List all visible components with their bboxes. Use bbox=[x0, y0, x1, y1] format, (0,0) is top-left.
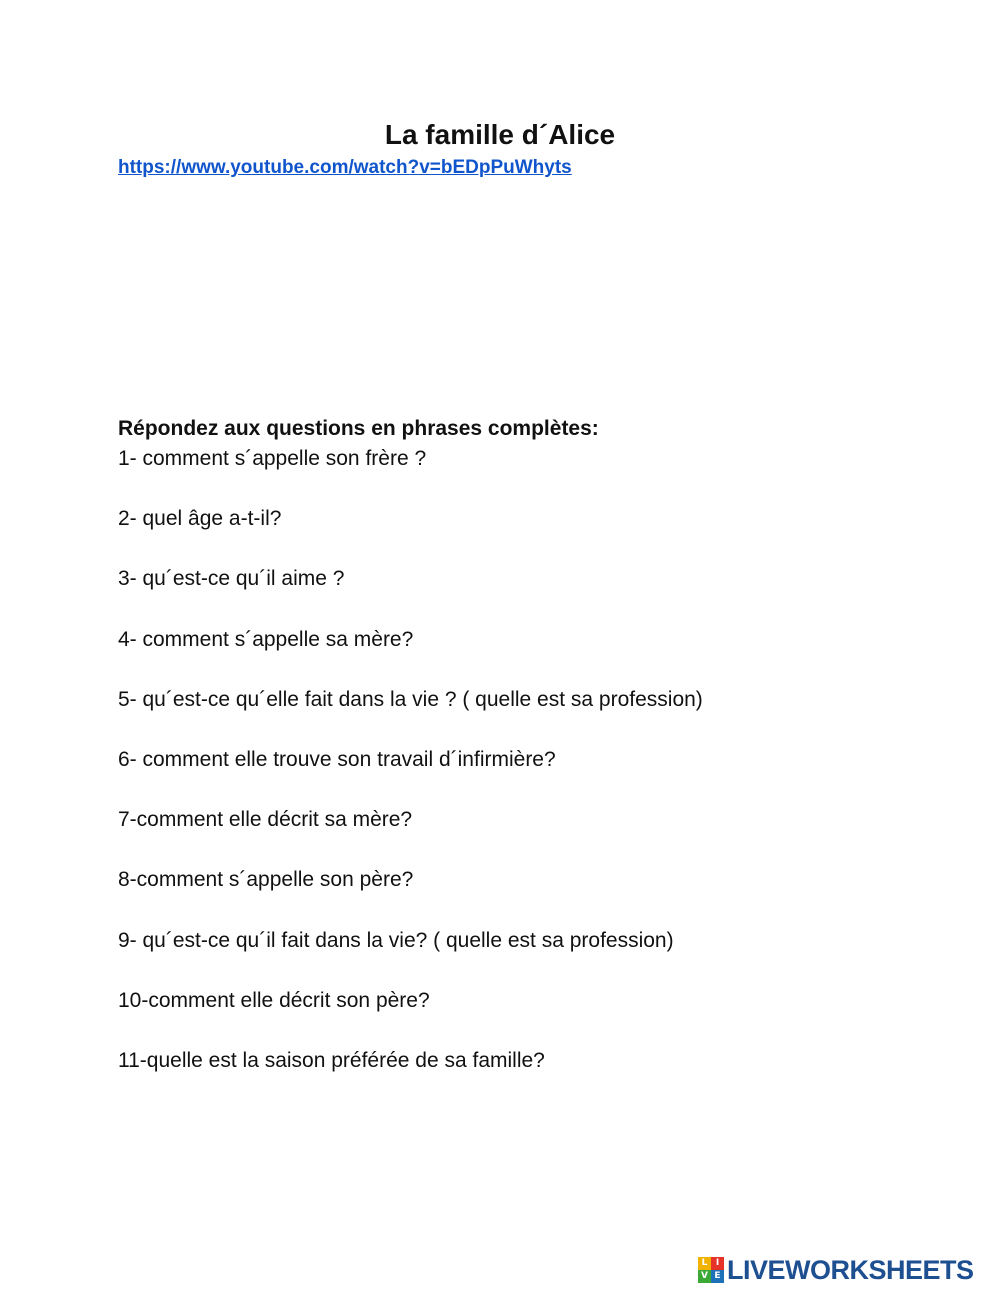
brand-name: LIVEWORKSHEETS bbox=[727, 1255, 974, 1285]
logo-letter-i: I bbox=[711, 1257, 724, 1270]
page-title: La famille d´Alice bbox=[384, 119, 616, 150]
logo-letter-v: V bbox=[698, 1270, 711, 1283]
question-3: 3- qu´est-ce qu´il aime ? bbox=[118, 567, 345, 591]
logo-letter-e: E bbox=[711, 1270, 724, 1283]
question-11: 11-quelle est la saison préférée de sa famille? bbox=[118, 1048, 545, 1072]
question-9: 9- qu´est-ce qu´il fait dans la vie? ( quelle est sa profession) bbox=[118, 928, 674, 952]
instructions-heading: Répondez aux questions en phrases complètes: bbox=[118, 417, 599, 440]
question-7: 7-comment elle décrit sa mère? bbox=[118, 808, 413, 832]
question-list bbox=[118, 446, 703, 1108]
liveworksheets-logo-icon bbox=[698, 1257, 724, 1283]
question-6: 6- comment elle trouve son travail d´infirmière? bbox=[118, 747, 556, 771]
question-10: 10-comment elle décrit son père? bbox=[118, 988, 430, 1012]
video-link[interactable]: https://www.youtube.com/watch?v=bEDpPuWhyts bbox=[118, 157, 572, 178]
question-4: 4- comment s´appelle sa mère? bbox=[118, 627, 414, 651]
question-2: 2- quel âge a-t-il? bbox=[118, 507, 282, 531]
question-8: 8-comment s´appelle son père? bbox=[118, 868, 414, 892]
logo-letter-l: L bbox=[698, 1257, 711, 1270]
question-5: 5- qu´est-ce qu´elle fait dans la vie ? ( quelle est sa profession) bbox=[118, 687, 703, 711]
question-1: 1- comment s´appelle son frère ? bbox=[118, 447, 427, 470]
liveworksheets-brand bbox=[698, 1256, 974, 1284]
